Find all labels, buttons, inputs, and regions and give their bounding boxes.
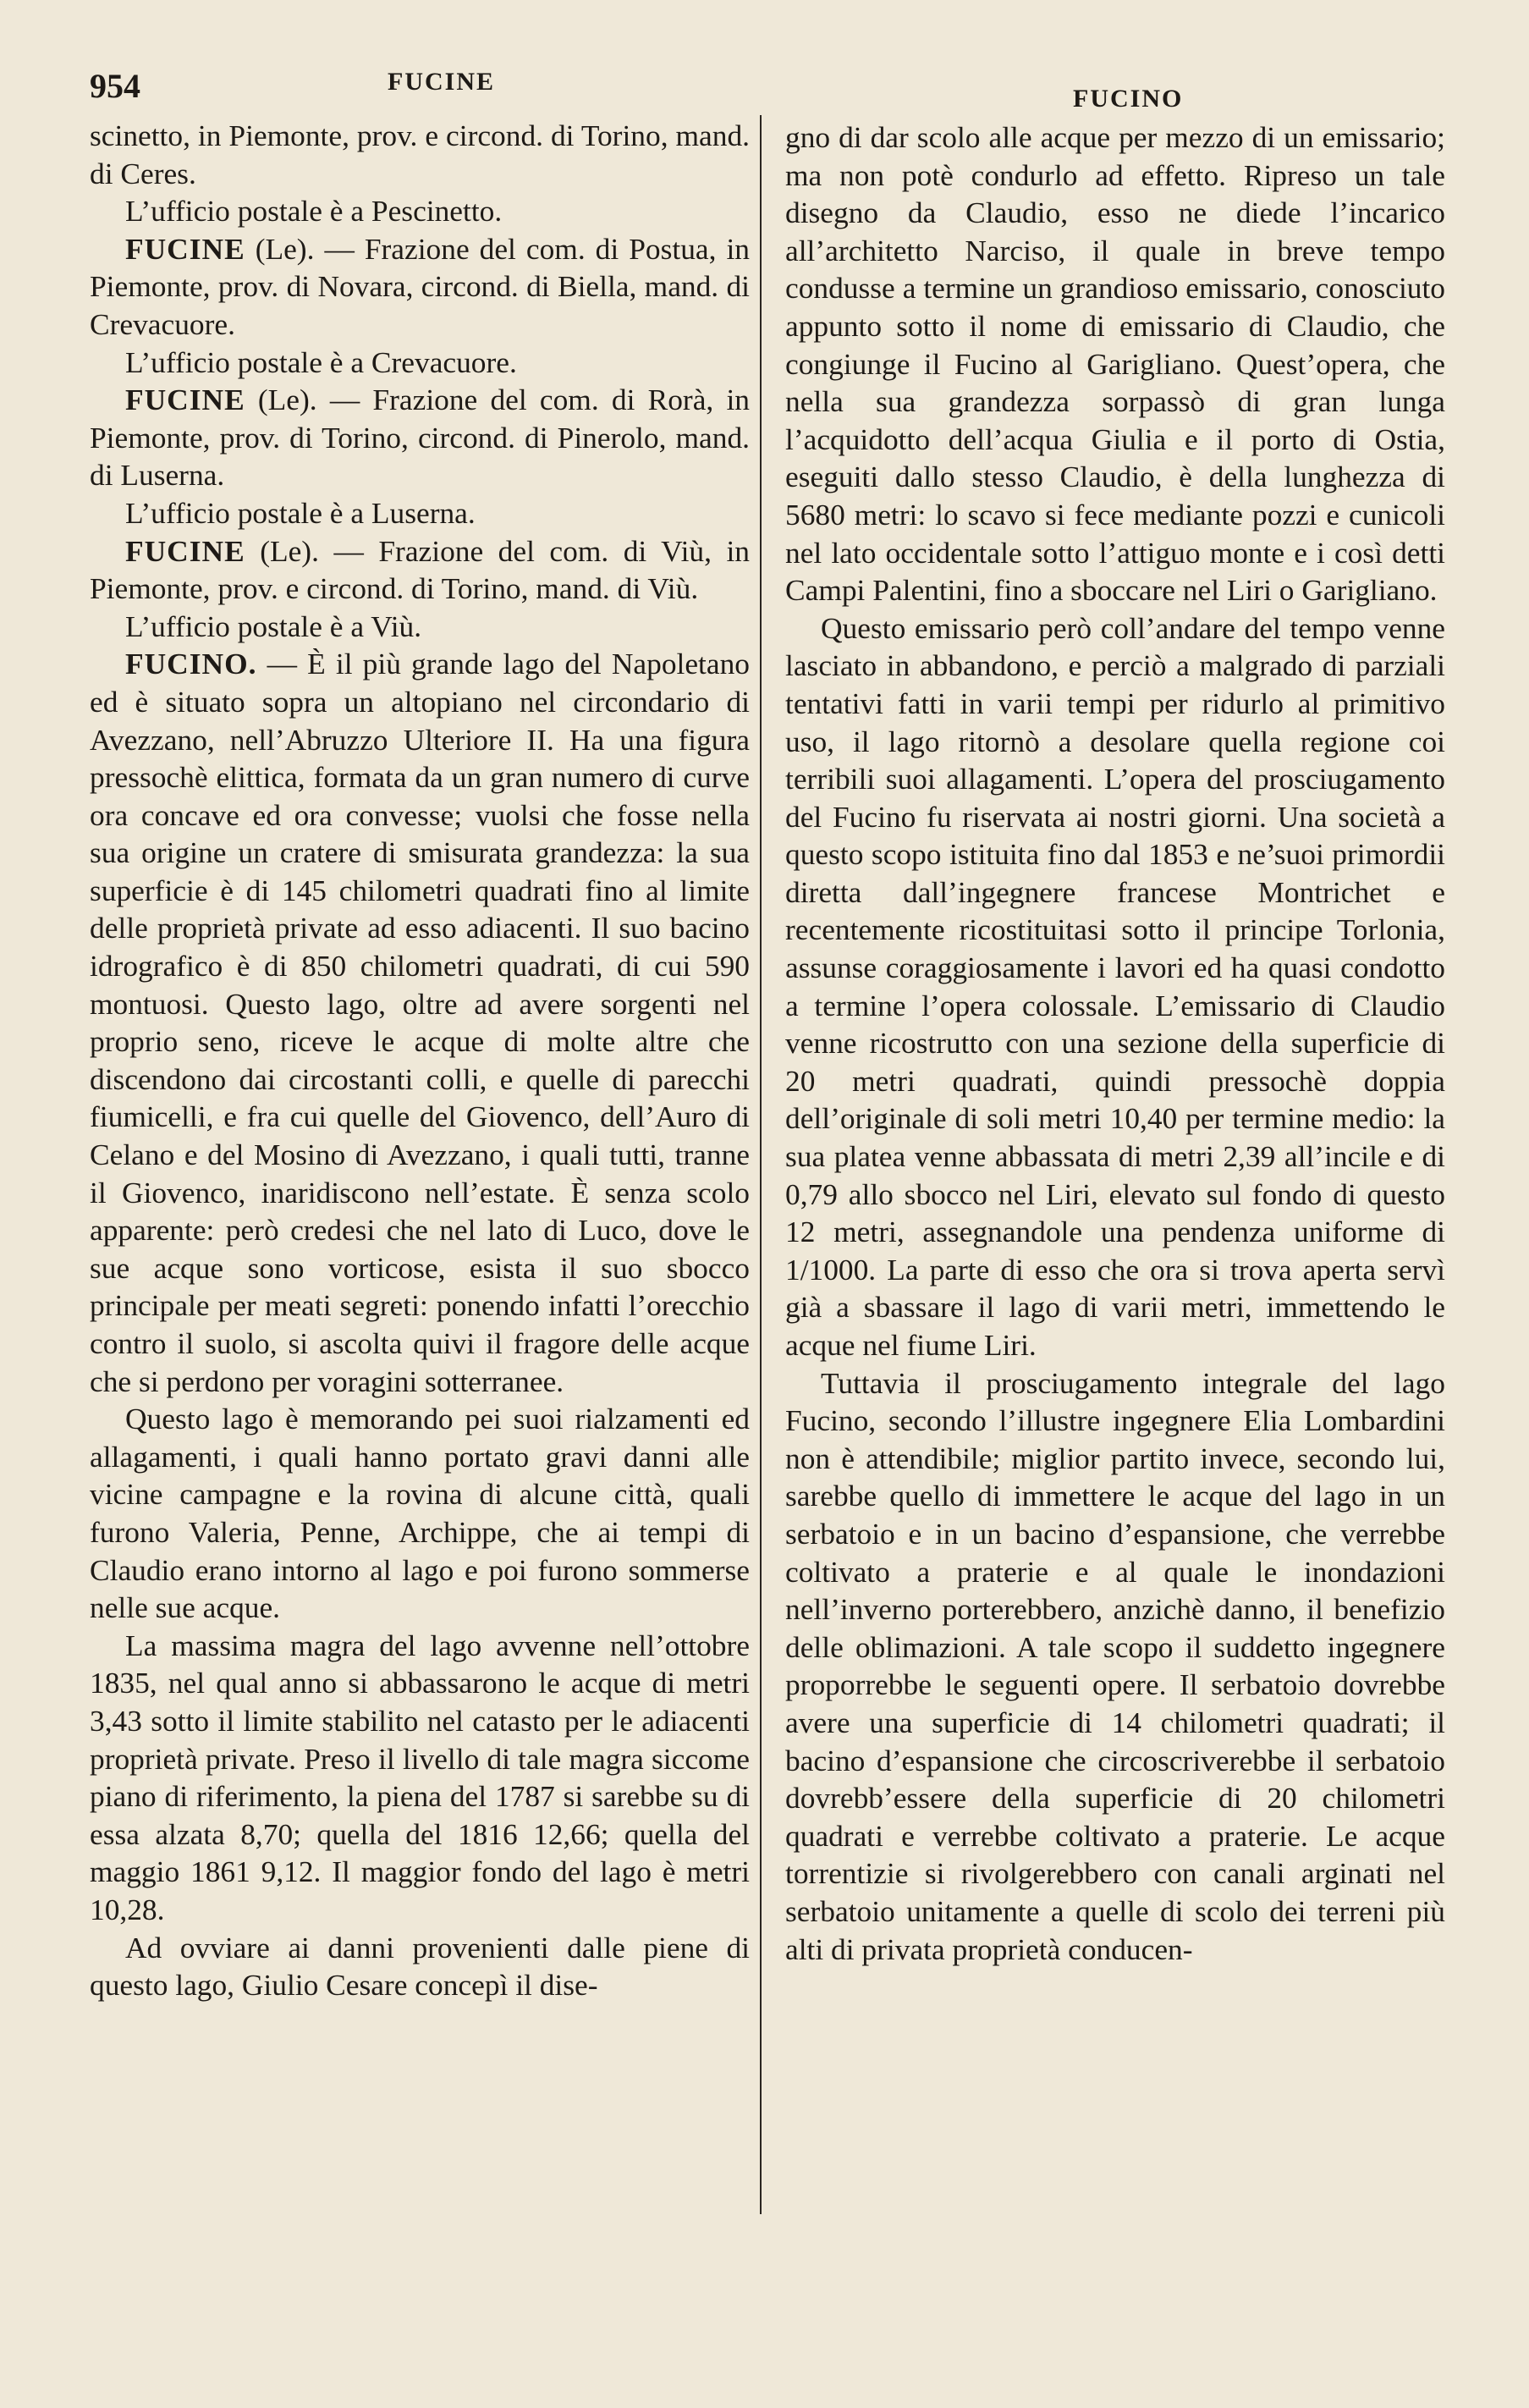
entry-headword: FUCINE — [125, 383, 245, 417]
left-column — [90, 117, 750, 2004]
paragraph: L’ufficio postale è a Pescinetto. — [125, 194, 503, 229]
paragraph: L’ufficio postale è a Viù. — [125, 609, 422, 643]
entry: FUCINE (Le). — Frazione del com. di Rorà, in Piemonte, prov. di Torino, circond. di Pinerolo, mand. di Luserna. — [90, 383, 750, 493]
paragraph: Questo lago è memorando pei suoi rialzamenti ed allagamenti, i quali hanno portato gravi danni alle vicine campagne e la rovina di alcune città, quali furono Valeria, Penne, Archippe, che ai tempi di Claudio erano intorno al lago e poi furono sommerse nelle sue acque. — [90, 1402, 750, 1625]
entry: FUCINO. — È il più grande lago del Napoletano ed è situato sopra un altopiano nel circondario di Avezzano, nell’Abruzzo Ulteriore II. Ha una figura pressochè elittica, formata da un gran numero di curve ora concave ed ora convesse; vuolsi che fosse nella sua origine un cratere di smisurata grandezza: la sua superficie è di 145 chilometri quadrati fino al limite delle proprietà private ad esso adiacenti. Il suo bacino idrografico è di 850 chilometri quadrati, di cui 590 montuosi. Questo lago, oltre ad avere sorgenti nel proprio seno, riceve le acque di molte altre che discendono dai circostanti colli, e quelle di parecchi fiumicelli, e fra cui quelle del Giovenco, dell’Auro di Celano e del Mosino di Avezzano, i quali tutti, tranne il Giovenco, inaridiscono nell’estate. È senza scolo apparente: però credesi che nel lato di Luco, dove le sue acque sono vorticose, esista il suo sbocco principale per meati segreti: ponendo infatti l’orecchio contro il suolo, si ascolta quivi il fragore delle acque che si perdono per voragini sotterranee. — [90, 647, 750, 1398]
paragraph: Tuttavia il prosciugamento integrale del lago Fucino, secondo l’illustre ingegnere Elia Lombardini non è attendibile; miglior partito invece, secondo lui, sarebbe quello di immettere le acque del lago in un serbatoio e in un bacino d’espansione, che verrebbe coltivato a praterie e al quale le inondazioni nell’inverno porterebbero, anzichè danno, il benefizio delle oblimazioni. A tale scopo il suddetto ingegnere proporrebbe le seguenti opere. Il serbatoio dovrebbe avere una superficie di 14 chilometri quadrati; il bacino d’espansione che circoscriverebbe il serbatoio dovrebb’essere della superficie di 20 chilometri quadrati e verrebbe coltivato a praterie. Le acque torrentizie si rivolgerebbero con canali arginati nel serbatoio unitamente a quelle di scolo dei terreni più alti di privata proprietà conducen- — [785, 1365, 1445, 1966]
page-number: 954 — [90, 67, 140, 105]
entry: FUCINE (Le). — Frazione del com. di Viù, in Piemonte, prov. e circond. di Torino, mand. di Viù. — [90, 533, 750, 606]
paragraph: L’ufficio postale è a Luserna. — [125, 495, 476, 530]
column-divider — [760, 115, 762, 2214]
entry-headword: FUCINE — [125, 533, 245, 568]
entry-headword: FUCINE — [125, 231, 245, 266]
entry-headword: FUCINO. — [125, 647, 257, 681]
paragraph: Questo emissario però coll’andare del tempo venne lasciato in abbandono, e perciò a malgrado di parziali tentativi fatti in varii tempi per ridurlo al primitivo uso, il lago ritornò a desolare quella regione coi terribili suoi allagamenti. L’opera del prosciugamento del Fucino fu riservata ai nostri giorni. Una società a questo scopo istituita fino dal 1853 e ne’suoi primordii diretta dall’ingegnere francese Montrichet e recentemente ricostituitasi sotto il principe Torlonia, assunse coraggiosamente i lavori ed ha quasi condotto a termine l’opera colossale. L’emissario di Claudio venne ricostrutto con una sezione della superficie di 20 metri quadrati, quindi pressochè doppia dell’originale di soli metri 10,40 per termine medio: la sua platea venne abbassata di metri 2,39 all’incile e di 0,79 allo sbocco nel Liri, elevato sul fondo di questo 12 metri, assegnandole una pendenza uniforme di 1/1000. La parte di esso che ora si trova aperta servì già a sbassare il lago di varii metri, immettendo le acque nel fiume Liri. — [785, 610, 1445, 1362]
paragraph: Ad ovviare ai danni provenienti dalle piene di questo lago, Giulio Cesare concepì il dise- — [90, 1930, 750, 2003]
paragraph: gno di dar scolo alle acque per mezzo di un emissario; ma non potè condurlo ad effetto. Ripreso un tale disegno da Claudio, esso ne diede l’incarico all’architetto Narciso, il quale in breve tempo condusse a termine un grandioso emissario, conosciuto appunto sotto il nome di emissario di Claudio, che congiunge il Fucino al Garigliano. Quest’opera, che nella sua grandezza sorpassò di gran lunga l’acquidotto dell’acqua Giulia e il porto di Ostia, eseguiti dallo stesso Claudio, è della lunghezza di 5680 metri: lo scavo si fece mediante pozzi e cunicoli nel lato occidentale sotto l’attiguo monte e i così detti Campi Palentini, fino a sboccare nel Liri o Garigliano. — [785, 120, 1445, 608]
paragraph: La massima magra del lago avvenne nell’ottobre 1835, nel qual anno si abbassarono le acque di metri 3,43 sotto il limite stabilito nel catasto per le adiacenti proprietà private. Preso il livello di tale magra siccome piano di riferimento, la piena del 1787 si sarebbe su di essa alzata 8,70; quella del 1816 12,66; quella del maggio 1861 9,12. Il maggior fondo del lago è metri 10,28. — [90, 1628, 750, 1926]
paragraph: scinetto, in Piemonte, prov. e circond. di Torino, mand. di Ceres. — [90, 118, 750, 190]
running-head-right: FUCINO — [1073, 85, 1184, 113]
running-head-left: FUCINE — [388, 68, 496, 96]
paragraph: L’ufficio postale è a Crevacuore. — [125, 344, 517, 379]
right-column — [785, 118, 1445, 1968]
entry: FUCINE (Le). — Frazione del com. di Postua, in Piemonte, prov. di Novara, circond. di Biella, mand. di Crevacuore. — [90, 231, 750, 341]
